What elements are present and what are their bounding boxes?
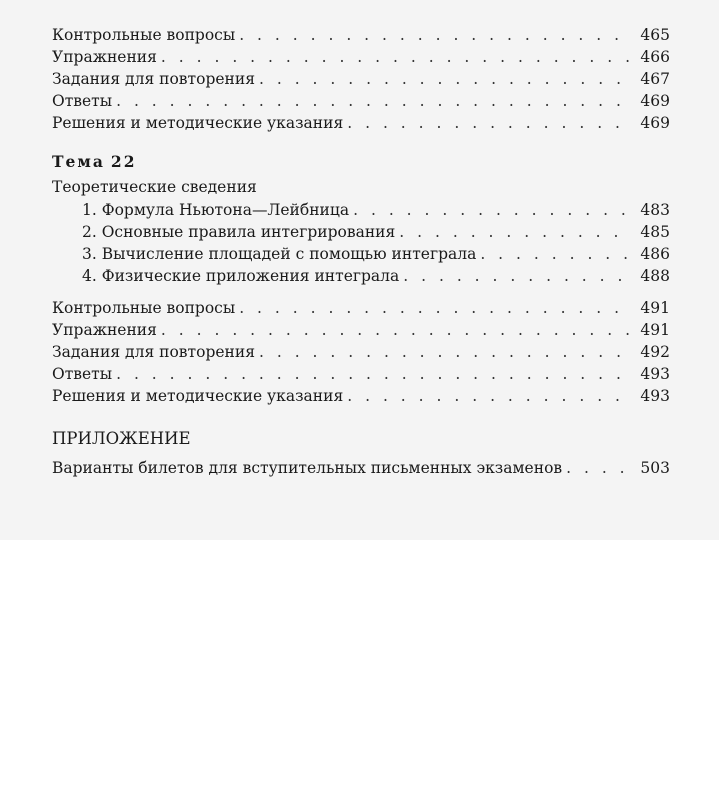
toc-entry[interactable] bbox=[52, 319, 670, 341]
section-gap bbox=[52, 287, 670, 297]
section-gap bbox=[52, 134, 670, 149]
toc-entry-label: Решения и методические указания bbox=[52, 114, 344, 132]
toc-entry-label: Контрольные вопросы bbox=[52, 26, 236, 44]
dot-leader bbox=[399, 221, 630, 243]
toc-page-number: 467 bbox=[640, 70, 670, 88]
dot-leader bbox=[347, 385, 630, 407]
dot-leader bbox=[353, 199, 630, 221]
toc-page-number: 488 bbox=[640, 267, 670, 285]
toc-subsection-entry[interactable] bbox=[52, 265, 670, 287]
theory-heading: Теоретические сведения bbox=[52, 178, 257, 196]
dot-leader bbox=[239, 297, 630, 319]
topic-number: 22 bbox=[110, 152, 137, 171]
dot-leader bbox=[161, 46, 630, 68]
toc-entry[interactable] bbox=[52, 341, 670, 363]
toc-entry-label: Варианты билетов для вступительных письменных экзаменов bbox=[52, 459, 563, 477]
appendix-heading: ПРИЛОЖЕНИЕ bbox=[52, 429, 191, 448]
toc-page-number: 493 bbox=[640, 387, 670, 405]
toc-entry[interactable] bbox=[52, 46, 670, 68]
dot-leader bbox=[116, 363, 630, 385]
toc-entry-label: Упражнения bbox=[52, 48, 157, 66]
toc-page-number: 491 bbox=[640, 299, 670, 317]
toc-page-number: 483 bbox=[640, 201, 670, 219]
toc-entry-label: 2. Основные правила интегрирования bbox=[82, 223, 396, 241]
toc-page-number: 466 bbox=[640, 48, 670, 66]
toc-page-number: 492 bbox=[640, 343, 670, 361]
dot-leader bbox=[347, 112, 630, 134]
toc-entry[interactable] bbox=[52, 112, 670, 134]
toc-entry-label: Задания для повторения bbox=[52, 343, 255, 361]
toc-entry[interactable] bbox=[52, 457, 670, 479]
toc-entry-label: 3. Вычисление площадей с помощью интеграла bbox=[82, 245, 477, 263]
toc-subsection-entry[interactable] bbox=[52, 243, 670, 265]
toc-page-number: 493 bbox=[640, 365, 670, 383]
dot-leader bbox=[259, 68, 630, 90]
toc-page-number: 503 bbox=[640, 459, 670, 477]
dot-leader bbox=[239, 24, 630, 46]
dot-leader bbox=[566, 457, 630, 479]
toc-entry-label: Ответы bbox=[52, 365, 113, 383]
dot-leader bbox=[116, 90, 630, 112]
toc-entry[interactable] bbox=[52, 24, 670, 46]
toc-entry-label: Контрольные вопросы bbox=[52, 299, 236, 317]
dot-leader bbox=[161, 319, 630, 341]
toc-entry-label: Ответы bbox=[52, 92, 113, 110]
toc-entry-label: 4. Физические приложения интеграла bbox=[82, 267, 400, 285]
topic-word: Тема bbox=[52, 152, 105, 171]
toc-page-number: 469 bbox=[640, 114, 670, 132]
toc-entry-label: Решения и методические указания bbox=[52, 387, 344, 405]
toc-page-number: 485 bbox=[640, 223, 670, 241]
dot-leader bbox=[259, 341, 630, 363]
toc-entry-label: Задания для повторения bbox=[52, 70, 255, 88]
toc-page-number: 486 bbox=[640, 245, 670, 263]
toc-entry-label: Упражнения bbox=[52, 321, 157, 339]
toc-entry[interactable] bbox=[52, 68, 670, 90]
dot-leader bbox=[480, 243, 630, 265]
toc-entry[interactable] bbox=[52, 297, 670, 319]
topic-heading bbox=[52, 149, 670, 175]
toc-entry-label: 1. Формула Ньютона—Лейбница bbox=[82, 201, 350, 219]
section-gap bbox=[52, 407, 670, 425]
toc-subsection-entry[interactable] bbox=[52, 221, 670, 243]
toc-page-number: 465 bbox=[640, 26, 670, 44]
toc-page-number: 469 bbox=[640, 92, 670, 110]
toc-entry[interactable] bbox=[52, 363, 670, 385]
toc-entry[interactable] bbox=[52, 385, 670, 407]
dot-leader bbox=[403, 265, 630, 287]
table-of-contents bbox=[52, 24, 670, 479]
toc-entry[interactable] bbox=[52, 90, 670, 112]
toc-page-number: 491 bbox=[640, 321, 670, 339]
toc-subsection-entry[interactable] bbox=[52, 199, 670, 221]
